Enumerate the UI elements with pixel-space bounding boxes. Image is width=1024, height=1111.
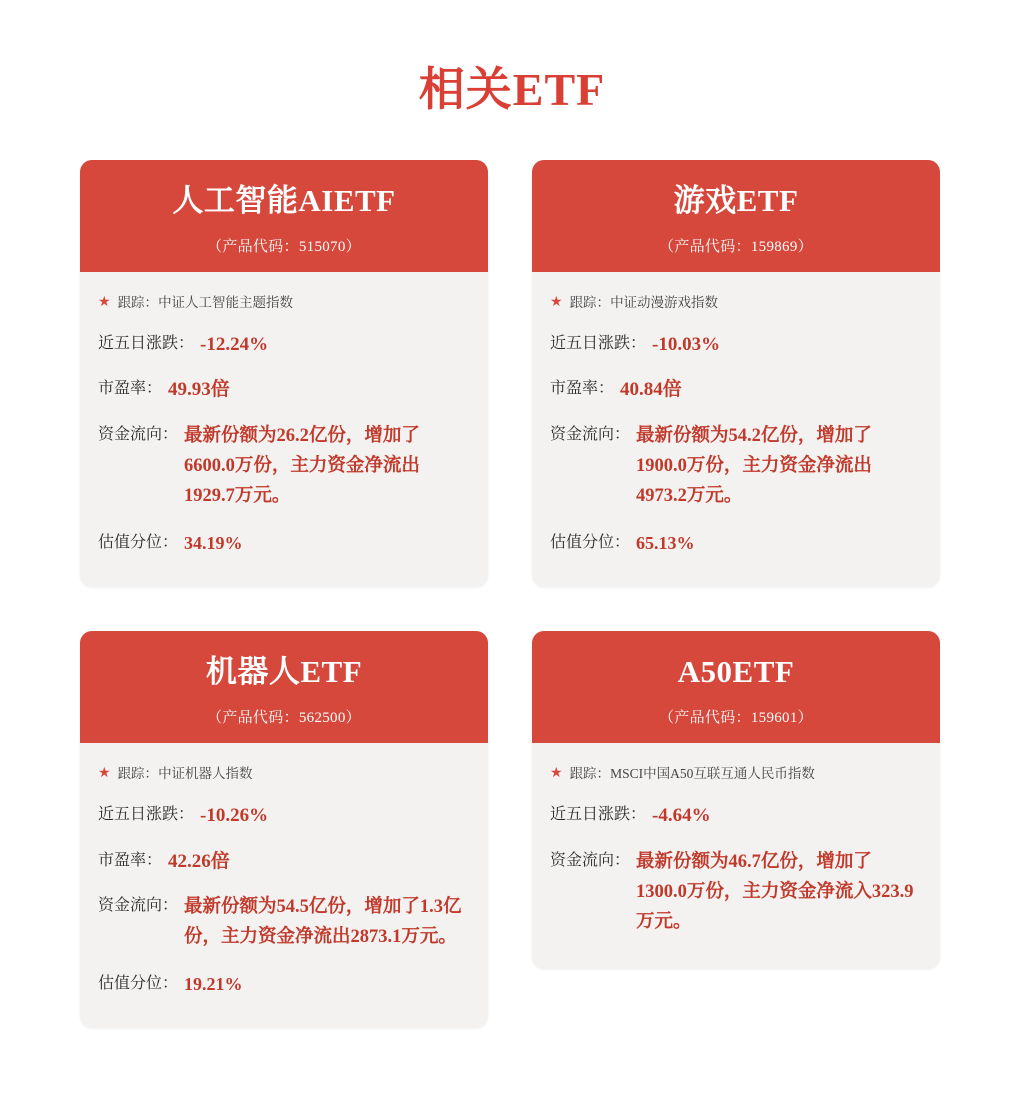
etf-card[interactable] xyxy=(80,160,488,587)
etf-code xyxy=(550,235,922,256)
code-value: 159869 xyxy=(750,238,798,255)
etf-card-header xyxy=(532,631,940,743)
etf-card[interactable] xyxy=(80,631,488,1028)
etf-card-body xyxy=(80,743,488,1028)
etf-code xyxy=(98,235,470,256)
track-row xyxy=(550,290,922,322)
etf-card-header xyxy=(80,631,488,743)
track-text xyxy=(570,765,815,783)
track-index: 中证动漫游戏指数 xyxy=(610,294,719,310)
metric-label: 资金流向： xyxy=(98,897,179,915)
track-text xyxy=(570,294,719,312)
track-label: 跟踪： xyxy=(117,766,159,782)
metric-label: 近五日涨跌： xyxy=(98,806,195,824)
metric-value: 最新份额为54.5亿份，增加了1.3亿份，主力资金净流出2873.1万元。 xyxy=(184,897,462,948)
track-row xyxy=(550,761,922,793)
metric-five-day-change xyxy=(550,793,922,839)
metric-label: 市盈率： xyxy=(98,851,163,869)
track-row xyxy=(98,761,470,793)
code-suffix: ） xyxy=(345,710,361,727)
metric-value: 19.21% xyxy=(184,974,243,995)
metric-label: 近五日涨跌： xyxy=(550,334,647,352)
etf-card-body xyxy=(532,743,940,968)
star-icon: ★ xyxy=(550,294,563,310)
metric-value: -10.03% xyxy=(652,333,721,355)
code-prefix: （产品代码： xyxy=(207,710,299,727)
etf-card[interactable] xyxy=(532,160,940,587)
metric-valuation-percentile xyxy=(98,962,470,1006)
metric-value: 49.93倍 xyxy=(168,379,230,401)
metric-label: 近五日涨跌： xyxy=(98,334,195,352)
metric-five-day-change xyxy=(98,322,470,368)
metric-label: 估值分位： xyxy=(98,533,179,551)
etf-name: 机器人ETF xyxy=(205,653,363,689)
metric-value: 最新份额为46.7亿份，增加了1300.0万份，主力资金净流入323.9万元。 xyxy=(636,851,914,932)
metric-value: 最新份额为54.2亿份，增加了1900.0万份，主力资金净流出4973.2万元。 xyxy=(636,425,872,506)
code-prefix: （产品代码： xyxy=(659,710,751,727)
code-suffix: ） xyxy=(797,710,813,727)
metric-value: 最新份额为26.2亿份，增加了6600.0万份，主力资金净流出1929.7万元。 xyxy=(184,425,420,506)
star-icon: ★ xyxy=(98,766,111,782)
star-icon: ★ xyxy=(550,766,563,782)
page-title: 相关ETF xyxy=(418,63,606,115)
metric-value: -12.24% xyxy=(200,333,269,355)
metric-pe-ratio xyxy=(550,367,922,413)
track-index: 中证人工智能主题指数 xyxy=(158,294,294,310)
etf-card[interactable] xyxy=(532,631,940,969)
track-index: 中证机器人指数 xyxy=(158,766,253,782)
track-index: MSCI中国A50互联互通人民币指数 xyxy=(610,766,815,782)
etf-card-header xyxy=(80,160,488,272)
code-value: 562500 xyxy=(298,710,346,727)
etf-name: 游戏ETF xyxy=(673,182,799,218)
etf-code xyxy=(98,706,470,727)
metric-value: 42.26倍 xyxy=(168,850,230,872)
track-label: 跟踪： xyxy=(569,294,611,310)
etf-card-body xyxy=(532,272,940,587)
metric-five-day-change xyxy=(98,793,470,839)
track-label: 跟踪： xyxy=(569,766,611,782)
code-suffix: ） xyxy=(345,238,361,255)
metric-value: 34.19% xyxy=(184,532,243,553)
metric-label: 资金流向： xyxy=(98,425,179,443)
code-suffix: ） xyxy=(797,238,813,255)
metric-label: 估值分位： xyxy=(550,533,631,551)
metric-fund-flow xyxy=(98,413,470,521)
etf-card-body xyxy=(80,272,488,587)
track-text xyxy=(118,765,253,783)
track-row xyxy=(98,290,470,322)
etf-code xyxy=(550,706,922,727)
code-prefix: （产品代码： xyxy=(659,238,751,255)
metric-label: 市盈率： xyxy=(98,380,163,398)
metric-fund-flow xyxy=(98,884,470,962)
track-text xyxy=(118,294,294,312)
metric-valuation-percentile xyxy=(98,521,470,565)
metric-label: 近五日涨跌： xyxy=(550,806,647,824)
etf-name: 人工智能AIETF xyxy=(172,182,396,218)
code-value: 159601 xyxy=(750,710,798,727)
track-label: 跟踪： xyxy=(117,294,159,310)
metric-label: 资金流向： xyxy=(550,851,631,869)
etf-card-header xyxy=(532,160,940,272)
metric-value: 65.13% xyxy=(636,532,695,553)
code-prefix: （产品代码： xyxy=(207,238,299,255)
etf-card-grid xyxy=(0,160,1024,1029)
metric-value: 40.84倍 xyxy=(620,379,682,401)
metric-five-day-change xyxy=(550,322,922,368)
metric-label: 市盈率： xyxy=(550,380,615,398)
metric-pe-ratio xyxy=(98,367,470,413)
etf-name: A50ETF xyxy=(677,653,795,689)
metric-fund-flow xyxy=(550,413,922,521)
metric-label: 资金流向： xyxy=(550,425,631,443)
metric-fund-flow xyxy=(550,839,922,947)
metric-value: -4.64% xyxy=(652,805,711,827)
metric-value: -10.26% xyxy=(200,805,269,827)
metric-pe-ratio xyxy=(98,839,470,885)
star-icon: ★ xyxy=(98,294,111,310)
metric-valuation-percentile xyxy=(550,521,922,565)
metric-label: 估值分位： xyxy=(98,975,179,993)
code-value: 515070 xyxy=(298,238,346,255)
